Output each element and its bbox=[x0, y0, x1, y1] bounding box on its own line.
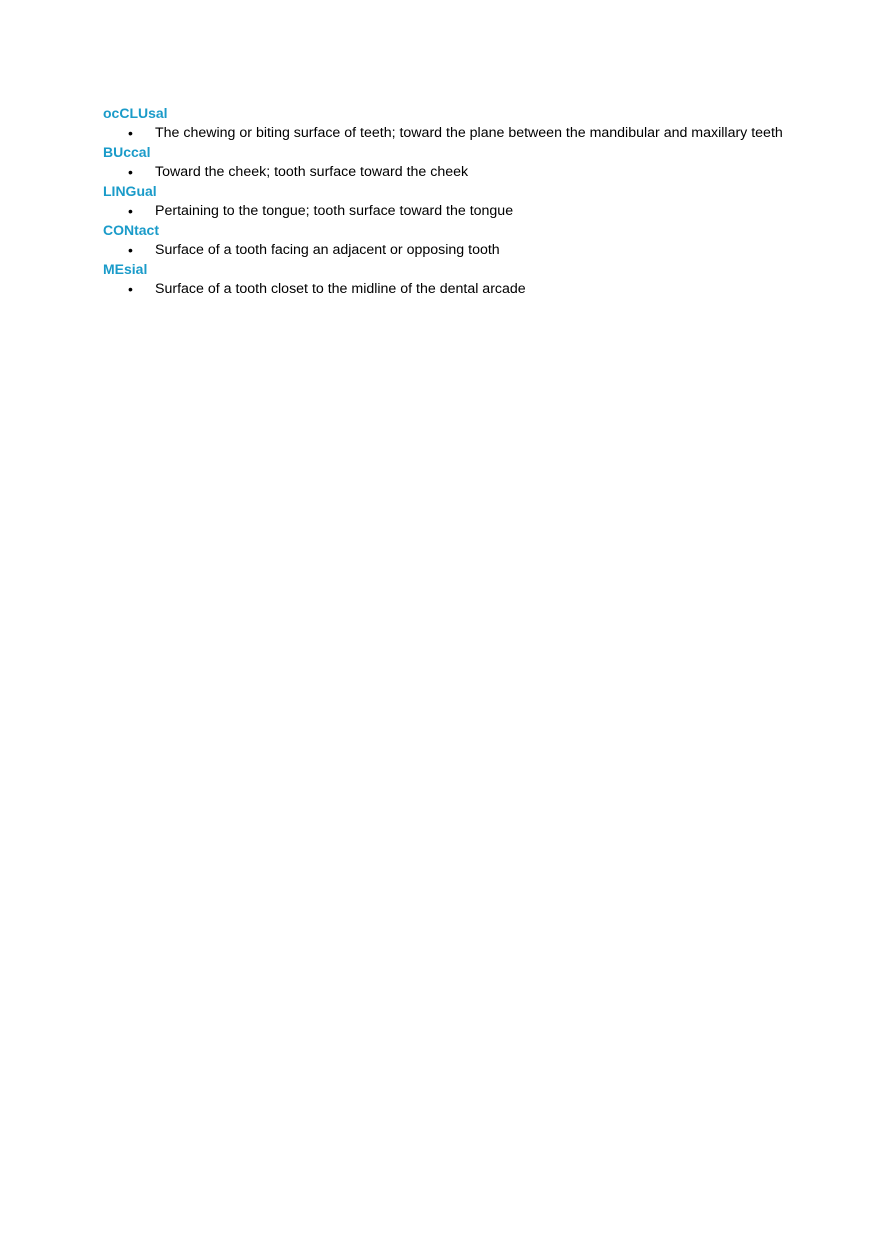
term-heading: BUccal bbox=[103, 144, 151, 160]
glossary-entry-occlusal bbox=[103, 104, 783, 143]
definition-text: The chewing or biting surface of teeth; toward the plane between the mandibular and maxillary teeth bbox=[155, 124, 783, 141]
term-heading: MEsial bbox=[103, 261, 148, 277]
definition-text: Surface of a tooth closet to the midline of the dental arcade bbox=[155, 280, 526, 297]
term-heading: ocCLUsal bbox=[103, 105, 168, 121]
definition-text: Toward the cheek; tooth surface toward the cheek bbox=[155, 163, 469, 180]
definition-list bbox=[103, 280, 783, 300]
definition-item bbox=[103, 163, 783, 183]
definition-text: Surface of a tooth facing an adjacent or opposing tooth bbox=[155, 241, 500, 258]
bullet-icon: • bbox=[128, 241, 133, 258]
bullet-icon: • bbox=[128, 124, 133, 141]
glossary-entry-buccal bbox=[103, 143, 783, 182]
glossary-entry-contact bbox=[103, 221, 783, 260]
definition-item bbox=[103, 241, 783, 261]
document-page bbox=[103, 104, 783, 299]
definition-list bbox=[103, 163, 783, 183]
definition-list bbox=[103, 124, 783, 144]
glossary-entry-mesial bbox=[103, 260, 783, 299]
definition-item bbox=[103, 280, 783, 300]
bullet-icon: • bbox=[128, 280, 133, 297]
definition-text: Pertaining to the tongue; tooth surface toward the tongue bbox=[155, 202, 514, 219]
term-heading: LINGual bbox=[103, 183, 157, 199]
definition-item bbox=[103, 124, 783, 144]
bullet-icon: • bbox=[128, 163, 133, 180]
definition-list bbox=[103, 202, 783, 222]
bullet-icon: • bbox=[128, 202, 133, 219]
term-heading: CONtact bbox=[103, 222, 160, 238]
definition-item bbox=[103, 202, 783, 222]
glossary-entry-lingual bbox=[103, 182, 783, 221]
definition-list bbox=[103, 241, 783, 261]
